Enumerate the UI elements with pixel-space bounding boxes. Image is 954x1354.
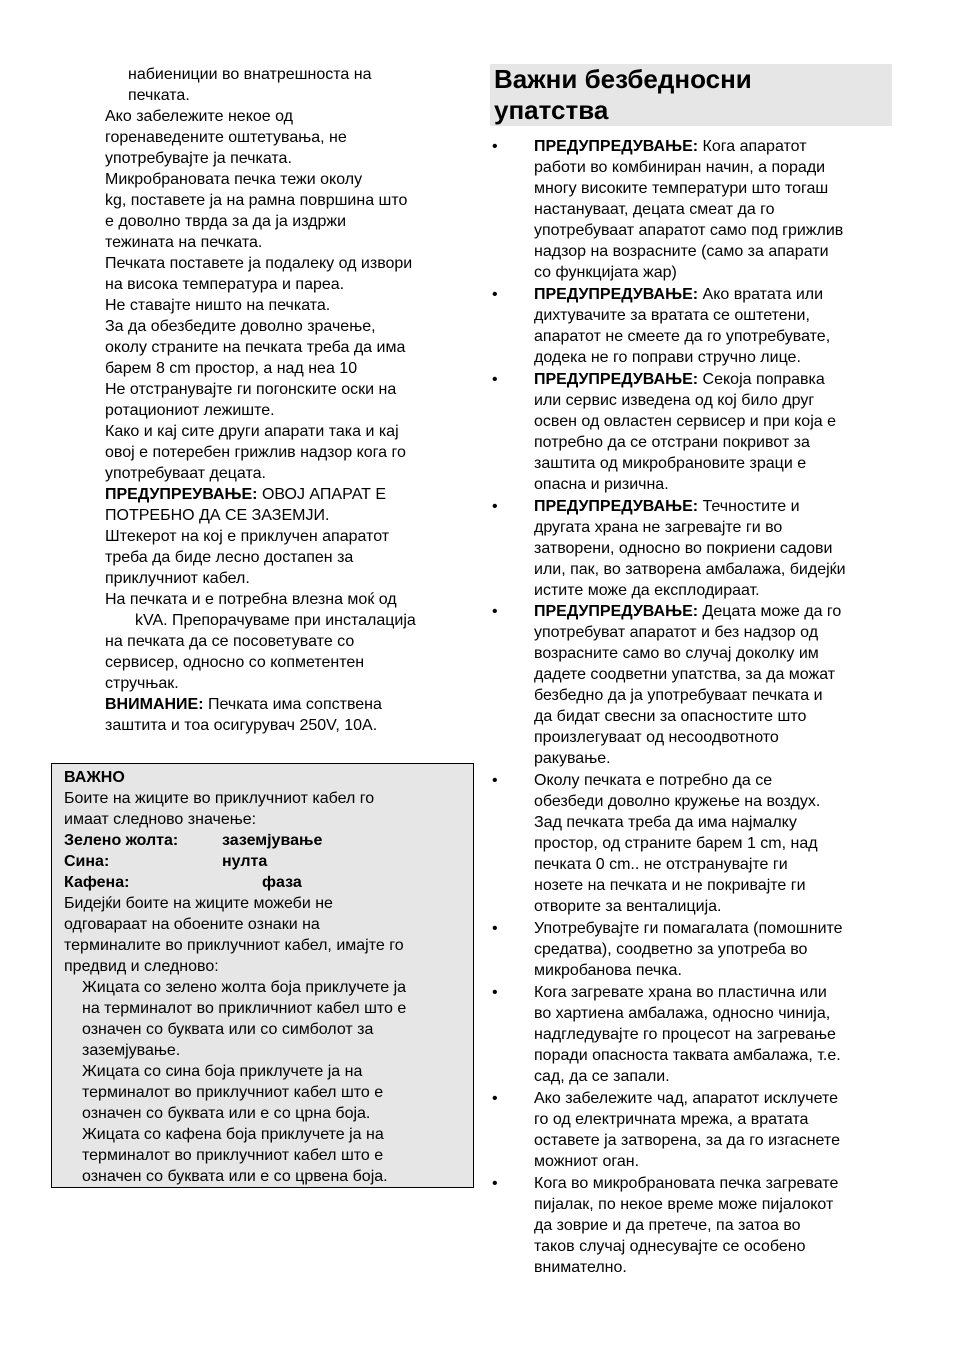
- list-item-line: [534, 812, 797, 833]
- text-line-span: горенаведените оштетувања, не: [105, 129, 347, 146]
- list-item-text: простор, од страните барем 1 cm, над: [534, 835, 818, 852]
- list-item-text: Ако забележите чад, апаратот исклучете: [534, 1090, 839, 1107]
- list-item-text: безбедно да ја употребуваат печката и: [534, 687, 823, 704]
- list-item-line: [534, 1130, 840, 1151]
- text-line-span: на висока температура и пареа.: [105, 276, 345, 293]
- list-item-text: дадете соодветни упатства, за да можат: [534, 666, 836, 683]
- list-item-text: поради опасноста таквата амбалажа, т.е.: [534, 1047, 841, 1064]
- list-item-text: апаратот не смеете да го употребувате,: [534, 328, 831, 345]
- text-line-span: околу страните на печката треба да има: [105, 339, 406, 356]
- list-item-text: потребно да се отстрани покривот за: [534, 434, 810, 451]
- text-line-span: стручњак.: [105, 675, 179, 692]
- list-item-line: [534, 157, 825, 178]
- text-line: [128, 85, 190, 106]
- list-item-text: надгледувајте го процесот на загревање: [534, 1026, 836, 1043]
- important-line-bold: Зелено жолта:: [64, 832, 179, 849]
- important-line: [64, 767, 125, 788]
- list-item-text: Околу печката е потребно да се: [534, 772, 773, 789]
- important-line-span: предвид и следново:: [64, 958, 219, 975]
- section-heading: [490, 64, 892, 126]
- list-item-line: [534, 791, 820, 812]
- list-item-text: или, пак, во затворена амбалажа, бидејќи: [534, 561, 846, 578]
- list-item-line: [534, 496, 800, 517]
- text-line-span: Печката поставете ја подалеку од извори: [105, 255, 413, 272]
- important-line: [64, 893, 333, 914]
- text-line: [105, 106, 293, 127]
- bullet-icon: •: [492, 1175, 498, 1192]
- list-item-text: средатва), соодветно за употреба во: [534, 941, 808, 958]
- warning-label: ПРЕДУПРЕДУВАЊЕ:: [534, 603, 699, 620]
- text-line: [105, 589, 397, 610]
- list-item-line: [534, 432, 810, 453]
- list-item-text: Употребувајте ги помагалата (помошните: [534, 920, 843, 937]
- list-item-line: [534, 1173, 838, 1194]
- list-item-line: [534, 1257, 627, 1278]
- list-item-text: Кога апаратот: [698, 138, 807, 155]
- heading-line-1: Важни безбедносни: [494, 64, 752, 94]
- text-line: [105, 295, 330, 316]
- important-line-span: терминалите во приклучниот кабел, имајте го: [64, 937, 404, 954]
- text-line: [105, 169, 362, 190]
- list-item-text: со функцијата жар): [534, 264, 677, 281]
- bullet-icon: •: [492, 1090, 498, 1107]
- list-item-line: [534, 474, 669, 495]
- list-item-text: истите може да експлодираат.: [534, 582, 760, 599]
- text-line: [128, 64, 371, 85]
- list-item-text: опасна и ризична.: [534, 476, 669, 493]
- important-line: [82, 1082, 383, 1103]
- heading-line-2: упатства: [494, 95, 609, 125]
- list-item-line: [534, 369, 825, 390]
- list-item-text: надзор на возрасните (само за апарати: [534, 243, 829, 260]
- list-item-line: [534, 1194, 833, 1215]
- text-line-span: употребуваат децата.: [105, 465, 266, 482]
- list-item-line: [534, 601, 841, 622]
- list-item-line: [534, 770, 772, 791]
- list-item-text: Секоја поправка: [698, 371, 825, 388]
- list-item-text: пијалак, по некое време може пијалокот: [534, 1196, 834, 1213]
- important-line-bold: ВАЖНО: [64, 769, 125, 786]
- list-item-text: затворени, односно во покриени садови: [534, 540, 833, 557]
- list-item-line: [534, 517, 782, 538]
- text-line: [105, 400, 275, 421]
- list-item-line: [534, 136, 807, 157]
- important-line-bold: Кафена:: [64, 874, 130, 891]
- text-line-bold: ПРЕДУПРЕУВАЊЕ:: [105, 486, 258, 503]
- list-item-text: освен од овластен сервисер и при која е: [534, 413, 836, 430]
- text-line: [105, 148, 292, 169]
- important-line-span: Жицата со кафена боја приклучете ја на: [82, 1126, 384, 1143]
- text-line-span: заштита и тоа осигурувач 250V, 10A.: [105, 717, 378, 734]
- list-item-text: Зад печката треба да има најмалку: [534, 814, 797, 831]
- list-item-text: внимателно.: [534, 1259, 627, 1276]
- text-line: [105, 337, 405, 358]
- list-item-line: [534, 643, 819, 664]
- list-item-line: [534, 390, 814, 411]
- important-line-span: одговараат на обоените ознаки на: [64, 916, 320, 933]
- text-line: [105, 211, 346, 232]
- list-item-line: [534, 896, 721, 917]
- list-item-line: [534, 1045, 841, 1066]
- list-item-text: таков случај однесувајте се особено: [534, 1238, 806, 1255]
- text-line-span: сервисер, односно со копметентен: [105, 654, 365, 671]
- list-item-text: го од електричната мрежа, а вратата: [534, 1111, 809, 1128]
- text-line-span: За да обезбедите доволно зрачење,: [105, 318, 376, 335]
- list-item-text: Ако вратата или: [698, 286, 824, 303]
- text-line-span: Печката има сопствена: [203, 696, 382, 713]
- text-line: [105, 379, 396, 400]
- list-item-text: сад, да се запали.: [534, 1068, 670, 1085]
- text-line: [105, 316, 376, 337]
- text-line-span: употребувајте ја печката.: [105, 150, 292, 167]
- list-item-line: [534, 748, 611, 769]
- list-item-line: [534, 1151, 639, 1172]
- text-line: [105, 274, 344, 295]
- important-line: [82, 1124, 384, 1145]
- list-item-line: [534, 1109, 808, 1130]
- list-item-text: возрасните само во случај доколку им: [534, 645, 819, 662]
- list-item-line: [534, 347, 801, 368]
- text-line-span: набиениции во внатрешноста на: [128, 66, 372, 83]
- important-line-bold: нулта: [222, 853, 268, 870]
- bullet-icon: •: [492, 371, 498, 388]
- text-line-span: овој е потеребен грижлив надзор кога го: [105, 444, 406, 461]
- text-line-span: печката.: [128, 87, 190, 104]
- important-line: [262, 872, 302, 893]
- list-item-line: [534, 1236, 805, 1257]
- list-item-text: оставете ја затворена, за да го изгаснете: [534, 1132, 840, 1149]
- text-line-span: Микробрановата печка тежи околу: [105, 171, 363, 188]
- list-item-line: [534, 622, 818, 643]
- important-line: [82, 1019, 373, 1040]
- text-line: [105, 652, 364, 673]
- list-item-text: додека не го поправи стручно лице.: [534, 349, 801, 366]
- text-line-span: на печката да се посоветувате со: [105, 633, 355, 650]
- text-line: [105, 547, 353, 568]
- list-item-text: Децата може да го: [698, 603, 842, 620]
- list-item-text: заштита од микробрановите зраци е: [534, 455, 807, 472]
- list-item-line: [534, 1003, 830, 1024]
- important-line-span: Бидејќи боите на жиците можеби не: [64, 895, 333, 912]
- text-line-span: треба да биде лесно достапен за: [105, 549, 354, 566]
- bullet-icon: •: [492, 920, 498, 937]
- list-item-text: настануваат, децата смеат да го: [534, 201, 775, 218]
- list-item-text: печката 0 cm.. не отстранувајте ги: [534, 856, 788, 873]
- list-item-text: употребуваат апаратот само под грижлив: [534, 222, 844, 239]
- important-line-span: означен со буквата или е со црвена боја.: [82, 1168, 388, 1185]
- bullet-icon: •: [492, 984, 498, 1001]
- text-line: [135, 610, 416, 631]
- list-item-text: ракување.: [534, 750, 611, 767]
- important-line-span: на терминалот во прикличниот кабел што е: [82, 1000, 407, 1017]
- list-item-line: [534, 538, 832, 559]
- text-line-span: Не ставајте ништо на печката.: [105, 297, 331, 314]
- text-line: [105, 232, 262, 253]
- list-item-line: [534, 178, 828, 199]
- important-line-span: терминалот во приклучниот кабел што е: [82, 1084, 384, 1101]
- important-line-span: Жицата со зелено жолта боја приклучете ја: [82, 979, 407, 996]
- text-line: [105, 127, 347, 148]
- text-line: [105, 526, 389, 547]
- list-item-text: обезбеди доволно кружење на воздух.: [534, 793, 821, 810]
- list-item-text: нозете на печката и не покривајте ги: [534, 877, 806, 894]
- list-item-text: другата храна не загревајте ги во: [534, 519, 783, 536]
- text-line-span: kg, поставете ја на рамна површина што: [105, 192, 408, 209]
- text-line-span: ПОТРЕБНО ДА СЕ ЗАЗЕМЈИ.: [105, 507, 330, 524]
- text-line: [105, 463, 266, 484]
- list-item-line: [534, 411, 836, 432]
- list-item-line: [534, 559, 846, 580]
- text-line: [105, 673, 179, 694]
- important-line-span: терминалот во приклучниот кабел што е: [82, 1147, 384, 1164]
- important-line: [82, 998, 406, 1019]
- list-item-text: Течностите и: [698, 498, 800, 515]
- important-line: [222, 830, 322, 851]
- text-line: [105, 358, 357, 379]
- important-line: [64, 914, 320, 935]
- text-line-span: На печката и е потребна влезна моќ од: [105, 591, 397, 608]
- list-item-text: да зоврие и да претече, па затоа во: [534, 1217, 801, 1234]
- important-line-span: заземјување.: [82, 1042, 181, 1059]
- text-line: [105, 484, 386, 505]
- text-line: [105, 421, 399, 442]
- important-line-span: означен со буквата или со симболот за: [82, 1021, 374, 1038]
- text-line-bold: ВНИМАНИЕ:: [105, 696, 204, 713]
- important-line: [82, 1103, 370, 1124]
- list-item-text: или сервис изведена од кој било друг: [534, 392, 815, 409]
- text-line-span: барем 8 cm простор, а над неа 10: [105, 360, 358, 377]
- list-item-text: употребуват апаратот и без надзор од: [534, 624, 819, 641]
- bullet-icon: •: [492, 772, 498, 789]
- list-item-line: [534, 1088, 838, 1109]
- list-item-line: [534, 241, 829, 262]
- list-item-line: [534, 960, 682, 981]
- bullet-icon: •: [492, 286, 498, 303]
- text-line-span: Ако забележите некое од: [105, 108, 294, 125]
- text-line: [105, 190, 407, 211]
- important-line: [82, 977, 406, 998]
- list-item-line: [534, 305, 810, 326]
- list-item-text: Кога загревате храна во пластична или: [534, 984, 827, 1001]
- text-line: [105, 694, 382, 715]
- list-item-line: [534, 939, 807, 960]
- important-line: [64, 809, 256, 830]
- list-item-line: [534, 664, 835, 685]
- important-line: [64, 935, 404, 956]
- important-line: [82, 1040, 180, 1061]
- list-item-text: да бидат свесни за опасностите што: [534, 708, 807, 725]
- list-item-line: [534, 833, 818, 854]
- text-line-span: Не отстранувајте ги погонските оски на: [105, 381, 397, 398]
- text-line-span: ОВОЈ АПАРАТ Е: [257, 486, 386, 503]
- important-line: [64, 956, 219, 977]
- list-item-text: во хартиена амбалажа, односно чинија,: [534, 1005, 831, 1022]
- list-item-line: [534, 199, 775, 220]
- list-item-line: [534, 727, 779, 748]
- list-item-line: [534, 982, 827, 1003]
- text-line: [105, 253, 412, 274]
- text-line-span: е доволно тврда за да ја издржи: [105, 213, 347, 230]
- important-line: [64, 830, 178, 851]
- warning-label: ПРЕДУПРЕДУВАЊЕ:: [534, 498, 699, 515]
- list-item-line: [534, 262, 677, 283]
- list-item-text: произлегуваат од несоодвотното: [534, 729, 779, 746]
- text-line-span: Како и кај сите други апарати така и кај: [105, 423, 399, 440]
- list-item-text: можниот оган.: [534, 1153, 640, 1170]
- text-line: [105, 568, 250, 589]
- list-item-line: [534, 1024, 836, 1045]
- list-item-line: [534, 875, 806, 896]
- warning-label: ПРЕДУПРЕДУВАЊЕ:: [534, 138, 699, 155]
- list-item-text: работи во комбиниран начин, а поради: [534, 159, 826, 176]
- bullet-icon: •: [492, 498, 498, 515]
- important-line: [82, 1166, 388, 1187]
- list-item-text: дихтувачите за вратата се оштетени,: [534, 307, 810, 324]
- list-item-line: [534, 284, 823, 305]
- important-line: [64, 788, 374, 809]
- text-line-span: Штекерот на кој е приклучен апаратот: [105, 528, 390, 545]
- list-item-line: [534, 1215, 801, 1236]
- important-line-bold: Сина:: [64, 853, 110, 870]
- list-item-line: [534, 854, 788, 875]
- important-line-span: означен со буквата или е со црна боја.: [82, 1105, 371, 1122]
- text-line-span: ротациониот лежиште.: [105, 402, 275, 419]
- list-item-line: [534, 580, 760, 601]
- important-line: [82, 1061, 362, 1082]
- bullet-icon: •: [492, 138, 498, 155]
- list-item-line: [534, 326, 830, 347]
- bullet-icon: •: [492, 603, 498, 620]
- list-item-line: [534, 1066, 670, 1087]
- list-item-text: Кога во микробрановата печка загревате: [534, 1175, 839, 1192]
- important-line: [222, 851, 267, 872]
- list-item-line: [534, 685, 823, 706]
- warning-label: ПРЕДУПРЕДУВАЊЕ:: [534, 286, 699, 303]
- text-line: [105, 715, 377, 736]
- list-item-line: [534, 918, 843, 939]
- important-line-bold: заземјување: [222, 832, 323, 849]
- text-line-span: приклучниот кабел.: [105, 570, 250, 587]
- list-item-text: отворите за венталиција.: [534, 898, 722, 915]
- text-line: [105, 505, 329, 526]
- important-line-span: имаат следново значење:: [64, 811, 257, 828]
- text-line-span: kVA. Препорачуваме при инсталација: [135, 612, 416, 629]
- list-item-line: [534, 453, 806, 474]
- important-line: [64, 872, 129, 893]
- warning-label: ПРЕДУПРЕДУВАЊЕ:: [534, 371, 699, 388]
- important-line-span: Жицата со сина боја приклучете ја на: [82, 1063, 363, 1080]
- important-line: [82, 1145, 383, 1166]
- list-item-line: [534, 706, 806, 727]
- important-line: [64, 851, 109, 872]
- important-line-span: Боите на жиците во приклучниот кабел го: [64, 790, 375, 807]
- list-item-text: микробанова печка.: [534, 962, 682, 979]
- important-line-bold: фаза: [262, 874, 302, 891]
- text-line: [105, 442, 406, 463]
- list-item-text: многу високите температури што тогаш: [534, 180, 829, 197]
- list-item-line: [534, 220, 843, 241]
- text-line: [105, 631, 354, 652]
- text-line-span: тежината на печката.: [105, 234, 263, 251]
